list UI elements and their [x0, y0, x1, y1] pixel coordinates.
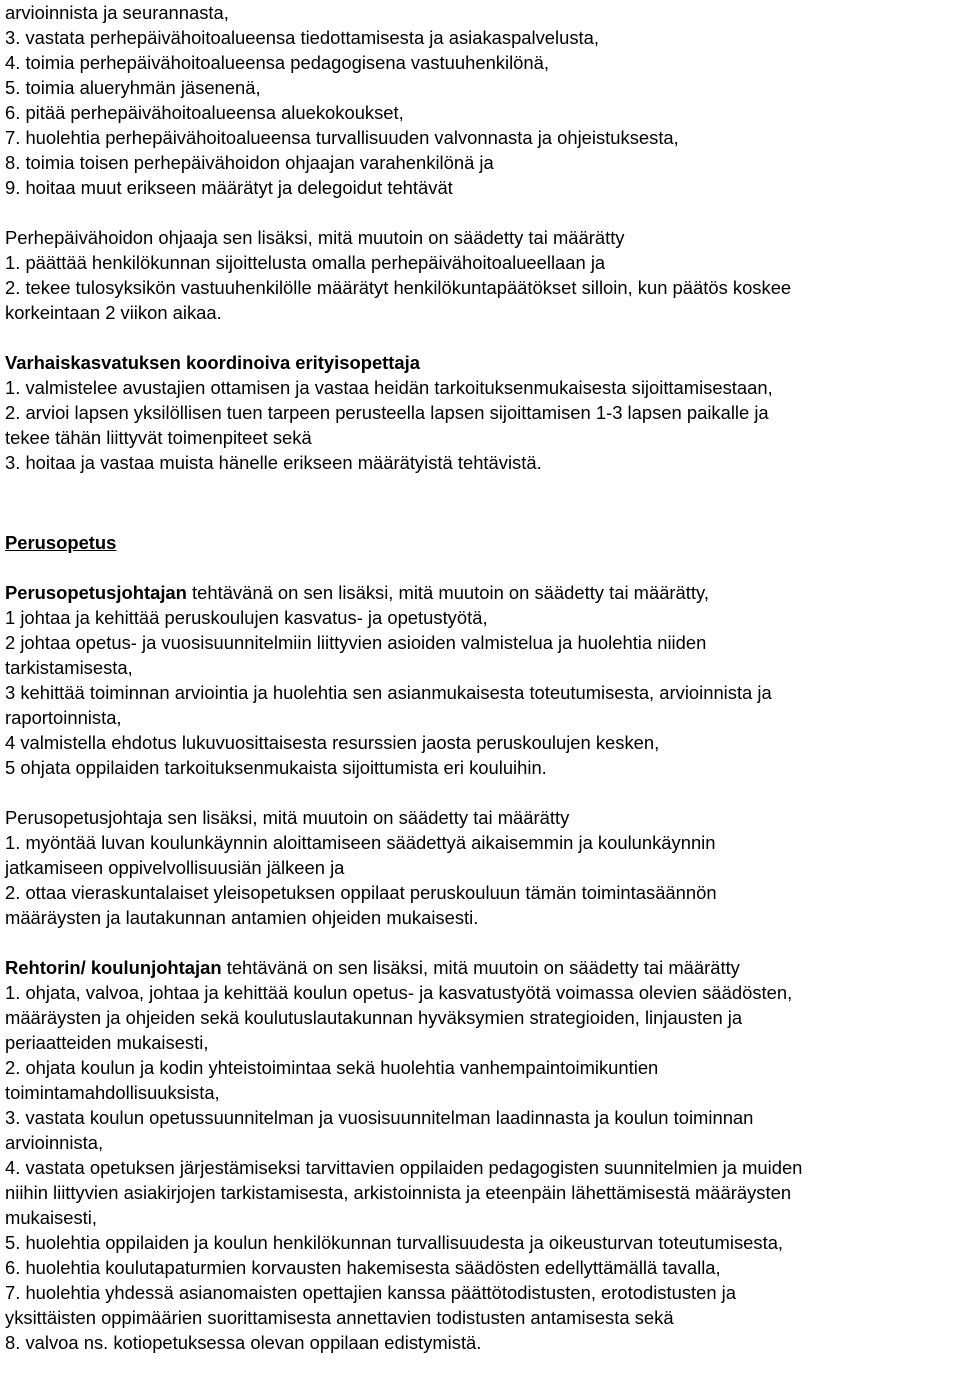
list-item: toimintamahdollisuuksista, — [5, 1082, 220, 1103]
list-item: 1. myöntää luvan koulunkäynnin aloittamiseen säädettyä aikaisemmin ja koulunkäynnin — [5, 832, 716, 853]
perusopetus-heading-block — [5, 530, 960, 555]
role-title: Rehtorin/ koulunjohtajan — [5, 957, 222, 978]
list-item: periaatteiden mukaisesti, — [5, 1032, 209, 1053]
list-item: tekee tähän liittyvät toimenpiteet sekä — [5, 427, 312, 448]
section-heading: Varhaiskasvatuksen koordinoiva erityisopettaja — [5, 352, 420, 373]
list-item: 2. ohjata koulun ja kodin yhteistoimintaa sekä huolehtia vanhempaintoimikuntien — [5, 1057, 659, 1078]
list-item: 1 johtaa ja kehittää peruskoulujen kasvatus- ja opetustyötä, — [5, 607, 488, 628]
list-item: 2. ottaa vieraskuntalaiset yleisopetuksen oppilaat peruskouluun tämän toimintasäännön — [5, 882, 717, 903]
list-item: 9. hoitaa muut erikseen määrätyt ja delegoidut tehtävät — [5, 177, 453, 198]
list-item: 3. vastata perhepäivähoitoalueensa tiedottamisesta ja asiakaspalvelusta, — [5, 27, 599, 48]
list-item: 5. toimia alueryhmän jäsenenä, — [5, 77, 261, 98]
list-item: määräysten ja lautakunnan antamien ohjeiden mukaisesti. — [5, 907, 479, 928]
section-intro: Perusopetusjohtaja sen lisäksi, mitä muutoin on säädetty tai määrätty — [5, 807, 570, 828]
list-item: korkeintaan 2 viikon aikaa. — [5, 302, 222, 323]
list-item: 3. hoitaa ja vastaa muista hänelle erikseen määrätyistä tehtävistä. — [5, 452, 542, 473]
list-item: 7. huolehtia perhepäivähoitoalueensa turvallisuuden valvonnasta ja ohjeistuksesta, — [5, 127, 679, 148]
list-item: määräysten ja ohjeiden sekä koulutuslautakunnan hyväksymien strategioiden, linjausten ja — [5, 1007, 743, 1028]
list-item: 1. valmistelee avustajien ottamisen ja vastaa heidän tarkoituksenmukaisesta sijoittamisestaan, — [5, 377, 773, 398]
list-item: 2. arvioi lapsen yksilöllisen tuen tarpeen perusteella lapsen sijoittamisen 1-3 lapsen paikalle ja — [5, 402, 769, 423]
list-item: arvioinnista, — [5, 1132, 104, 1153]
list-item: yksittäisten oppimäärien suorittamisesta annettavien todistusten antamisesta sekä — [5, 1307, 674, 1328]
erityisopettaja-section — [5, 350, 960, 475]
list-item: 7. huolehtia yhdessä asianomaisten opettajien kanssa päättötodistusten, erotodistusten ja — [5, 1282, 737, 1303]
perusopetusjohtaja-extra-section — [5, 805, 960, 930]
list-item: 8. toimia toisen perhepäivähoidon ohjaajan varahenkilönä ja — [5, 152, 494, 173]
list-item: 4. toimia perhepäivähoitoalueensa pedagogisena vastuuhenkilönä, — [5, 52, 549, 73]
perusopetusjohtaja-section — [5, 580, 960, 780]
pph-duties-list — [5, 0, 960, 200]
section-intro: Perusopetusjohtajan tehtävänä on sen lisäksi, mitä muutoin on säädetty tai määrätty, — [5, 582, 709, 603]
list-item: tarkistamisesta, — [5, 657, 133, 678]
list-item: 5 ohjata oppilaiden tarkoituksenmukaista sijoittumista eri kouluihin. — [5, 757, 547, 778]
list-item: 6. pitää perhepäivähoitoalueensa aluekokoukset, — [5, 102, 404, 123]
list-item: mukaisesti, — [5, 1207, 97, 1228]
list-item: arvioinnista ja seurannasta, — [5, 2, 229, 23]
list-item: 1. ohjata, valvoa, johtaa ja kehittää koulun opetus- ja kasvatustyötä voimassa olevien säädösten, — [5, 982, 793, 1003]
chapter-heading: Perusopetus — [5, 532, 117, 553]
list-item: 6. huolehtia koulutapaturmien korvausten hakemisesta säädösten edellyttämällä tavalla, — [5, 1257, 721, 1278]
section-intro: Perhepäivähoidon ohjaaja sen lisäksi, mitä muutoin on säädetty tai määrätty — [5, 227, 625, 248]
list-item: niihin liittyvien asiakirjojen tarkistamisesta, arkistoinnista ja eteenpäin lähettämisestä määräysten — [5, 1182, 792, 1203]
list-item: 3. vastata koulun opetussuunnitelman ja vuosisuunnitelman laadinnasta ja koulun toiminnan — [5, 1107, 754, 1128]
list-item: 4. vastata opetuksen järjestämiseksi tarvittavien oppilaiden pedagogisten suunnitelmien ja muiden — [5, 1157, 803, 1178]
list-item: raportoinnista, — [5, 707, 122, 728]
section-intro: Rehtorin/ koulunjohtajan tehtävänä on sen lisäksi, mitä muutoin on säädetty tai määrätty — [5, 957, 740, 978]
list-item: 2. tekee tulosyksikön vastuuhenkilölle määrätyt henkilökuntapäätökset silloin, kun päätös koskee — [5, 277, 792, 298]
role-title: Perusopetusjohtajan — [5, 582, 187, 603]
list-item: 4 valmistella ehdotus lukuvuosittaisesta resurssien jaosta peruskoulujen kesken, — [5, 732, 660, 753]
list-item: jatkamiseen oppivelvollisuusiän jälkeen ja — [5, 857, 345, 878]
list-item: 5. huolehtia oppilaiden ja koulun henkilökunnan turvallisuudesta ja oikeusturvan toteutumisesta, — [5, 1232, 784, 1253]
list-item: 1. päättää henkilökunnan sijoittelusta omalla perhepäivähoitoalueellaan ja — [5, 252, 606, 273]
list-item: 8. valvoa ns. kotiopetuksessa olevan oppilaan edistymistä. — [5, 1332, 482, 1353]
rehtori-section — [5, 955, 960, 1355]
list-item: 3 kehittää toiminnan arviointia ja huolehtia sen asianmukaisesta toteutumisesta, arvioinnista ja — [5, 682, 772, 703]
list-item: 2 johtaa opetus- ja vuosisuunnitelmiin liittyvien asioiden valmistelua ja huolehtia niiden — [5, 632, 707, 653]
pph-extra-section — [5, 225, 960, 325]
